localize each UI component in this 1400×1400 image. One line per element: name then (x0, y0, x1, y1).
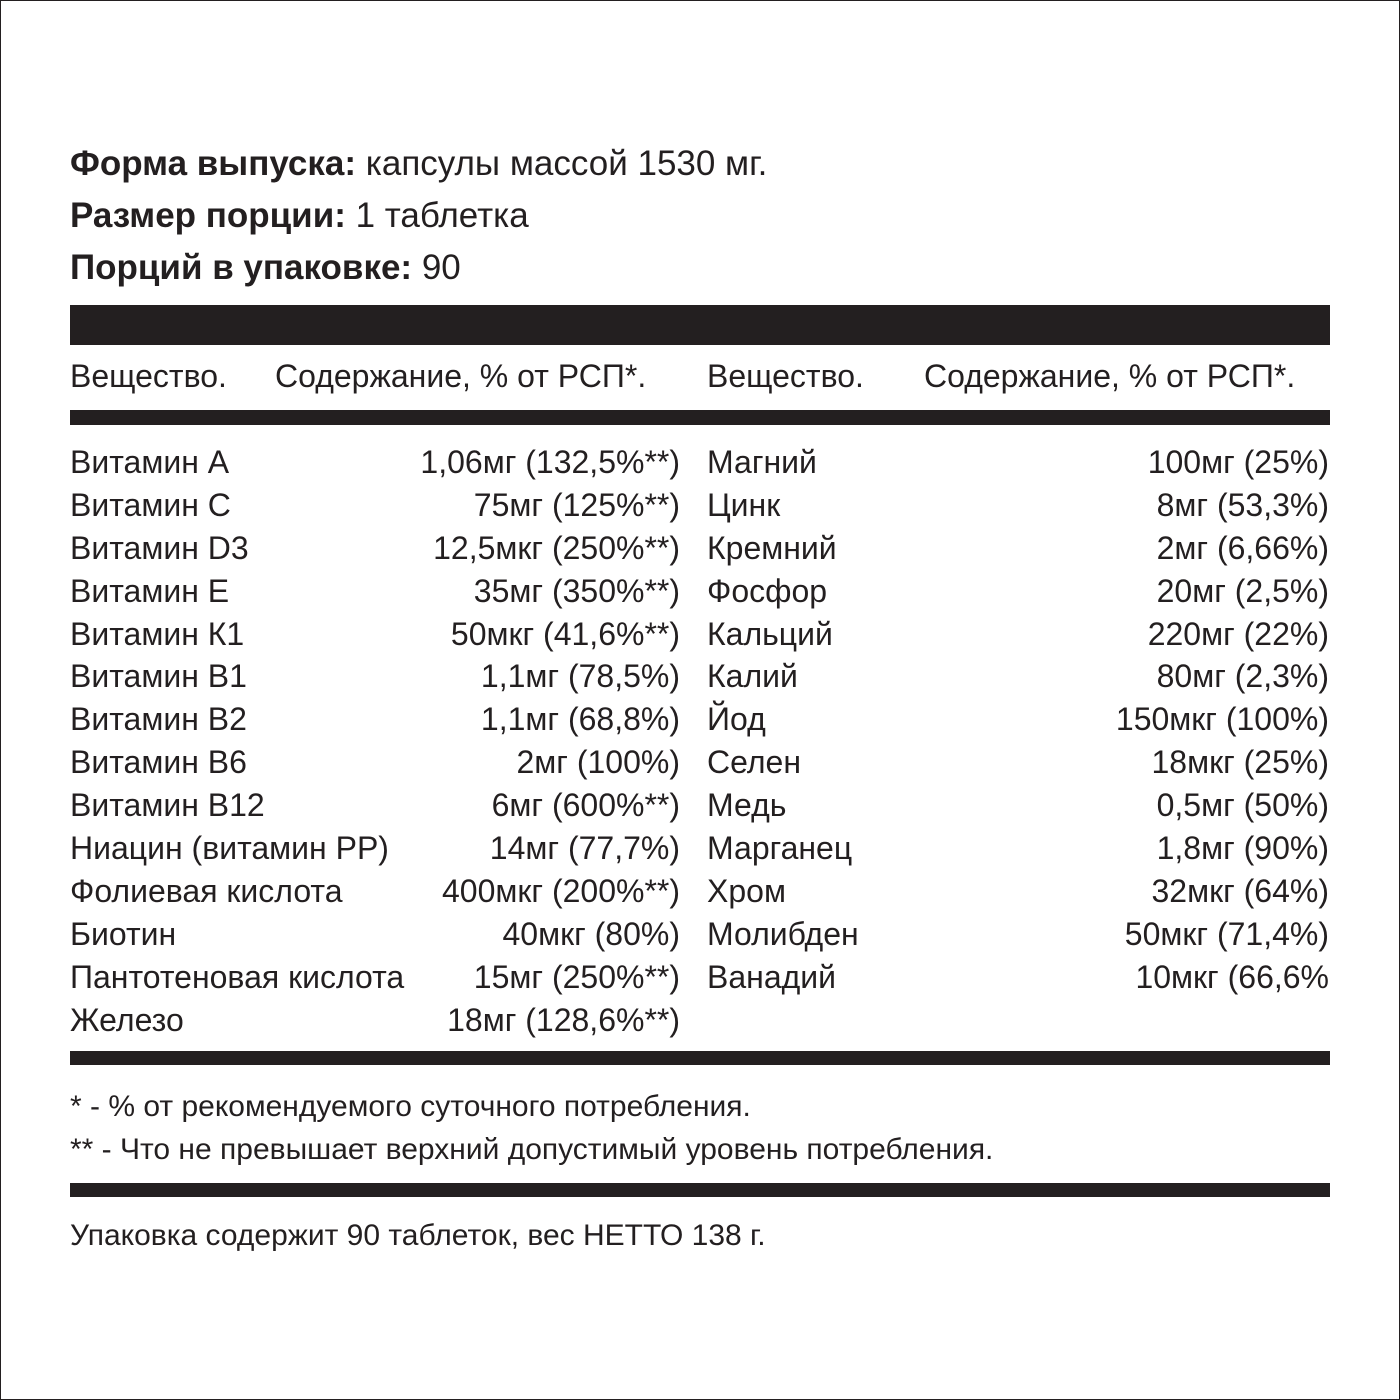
servings-row (70, 242, 767, 294)
nutrient-value: 12,5мкг (250%**) (433, 529, 680, 566)
nutrient-value: 2мг (6,66%) (1156, 529, 1329, 566)
nutrient-row (70, 484, 680, 527)
nutrient-name: Магний (707, 444, 817, 480)
nutrient-row (707, 441, 1329, 484)
nutrient-value: 40мкг (80%) (502, 915, 680, 952)
nutrient-value: 50мкг (41,6%**) (450, 615, 680, 652)
nutrient-value: 6мг (600%**) (491, 787, 680, 824)
nutrient-value: 100мг (25%) (1147, 444, 1329, 480)
servings-label: Порций в упаковке: (70, 248, 413, 287)
nutrient-row (70, 956, 680, 999)
package-note: Упаковка содержит 90 таблеток, вес НЕТТО 138 г. (70, 1219, 766, 1252)
nutrient-value: 8мг (53,3%) (1156, 486, 1329, 523)
nutrient-name: Хром (707, 872, 786, 909)
nutrient-value: 32мкг (64%) (1151, 872, 1329, 909)
form-row (70, 138, 767, 190)
nutrient-name: Витамин К1 (70, 615, 245, 652)
form-value: капсулы массой 1530 мг. (365, 144, 768, 183)
nutrient-row (70, 784, 680, 827)
nutrient-value: 15мг (250%**) (473, 958, 680, 995)
nutrient-value: 220мг (22%) (1147, 615, 1329, 652)
nutrient-name: Кальций (707, 615, 833, 652)
header-right-content: Содержание, % от РСП*. (924, 358, 1296, 394)
product-info (70, 138, 767, 294)
nutrient-row (707, 527, 1329, 570)
nutrient-name: Калий (707, 658, 798, 695)
nutrient-value: 14мг (77,7%) (489, 830, 680, 867)
nutrient-row (70, 570, 680, 613)
nutrient-row (70, 441, 680, 484)
header-left-substance: Вещество. (70, 358, 227, 394)
nutrient-row (70, 827, 680, 870)
nutrient-row (707, 484, 1329, 527)
nutrient-row (70, 913, 680, 956)
nutrient-name: Витамин В12 (70, 787, 265, 824)
nutrient-value: 80мг (2,3%) (1156, 658, 1329, 695)
nutrient-name: Витамин В6 (70, 744, 247, 781)
left-nutrient-column (70, 441, 680, 1041)
nutrient-name: Фосфор (707, 572, 828, 609)
nutrient-row (707, 913, 1329, 956)
nutrient-value: 10мкг (66,6% (1135, 958, 1329, 995)
right-nutrient-column (707, 441, 1329, 999)
nutrient-name: Витамин С (70, 486, 231, 523)
footnote-divider (70, 1183, 1330, 1197)
nutrient-value: 400мкг (200%**) (441, 872, 680, 909)
header-divider (70, 410, 1330, 425)
nutrient-row (707, 655, 1329, 698)
header-right-substance: Вещество. (707, 358, 864, 394)
nutrient-name: Железо (70, 1001, 184, 1038)
nutrient-row (707, 784, 1329, 827)
nutrient-row (707, 827, 1329, 870)
nutrient-name: Молибден (707, 915, 859, 952)
nutrient-row (70, 999, 680, 1042)
nutrient-row (707, 956, 1329, 999)
form-label: Форма выпуска: (70, 144, 357, 183)
portion-label: Размер порции: (70, 196, 346, 235)
nutrient-row (707, 613, 1329, 656)
nutrient-row (70, 741, 680, 784)
nutrient-value: 1,1мг (78,5%) (480, 658, 680, 695)
nutrient-row (707, 570, 1329, 613)
nutrient-row (70, 527, 680, 570)
nutrient-name: Фолиевая кислота (70, 872, 343, 909)
nutrient-value: 1,1мг (68,8%) (480, 701, 680, 738)
nutrient-row (70, 613, 680, 656)
nutrient-value: 20мг (2,5%) (1156, 572, 1329, 609)
nutrient-name: Витамин D3 (70, 529, 249, 566)
nutrient-row (707, 741, 1329, 784)
nutrient-name: Марганец (707, 830, 853, 867)
nutrient-value: 35мг (350%**) (473, 572, 680, 609)
nutrient-row (70, 655, 680, 698)
nutrient-name: Кремний (707, 529, 837, 566)
nutrient-value: 2мг (100%) (516, 744, 680, 781)
nutrient-value: 18мг (128,6%**) (447, 1001, 680, 1038)
nutrient-name: Медь (707, 787, 787, 824)
nutrient-name: Биотин (70, 915, 177, 952)
nutrient-name: Ниацин (витамин РР) (70, 830, 389, 867)
nutrient-row (707, 870, 1329, 913)
portion-row (70, 190, 767, 242)
footnote-upper-limit: ** - Что не превышает верхний допустимый уровень потребления. (70, 1133, 994, 1166)
table-bottom-divider (70, 1051, 1330, 1065)
nutrient-value: 18мкг (25%) (1151, 744, 1329, 781)
nutrient-value: 150мкг (100%) (1115, 701, 1329, 738)
header-left-content: Содержание, % от РСП*. (275, 358, 647, 394)
servings-value: 90 (421, 248, 461, 287)
nutrient-name: Витамин В2 (70, 701, 247, 738)
nutrient-name: Витамин В1 (70, 658, 247, 695)
table-top-bar (70, 305, 1330, 345)
nutrient-row (70, 698, 680, 741)
nutrient-name: Витамин А (70, 444, 230, 480)
nutrient-name: Пантотеновая кислота (70, 958, 405, 995)
nutrient-value: 0,5мг (50%) (1156, 787, 1329, 824)
nutrient-value: 1,06мг (132,5%**) (420, 444, 680, 480)
nutrient-value: 1,8мг (90%) (1156, 830, 1329, 867)
nutrient-name: Витамин Е (70, 572, 230, 609)
footnote-rsp: * - % от рекомендуемого суточного потребления. (70, 1090, 751, 1123)
nutrient-value: 75мг (125%**) (473, 486, 680, 523)
nutrient-name: Йод (707, 701, 766, 738)
nutrient-value: 50мкг (71,4%) (1124, 915, 1329, 952)
nutrient-name: Ванадий (707, 958, 837, 995)
nutrient-row (707, 698, 1329, 741)
portion-value: 1 таблетка (355, 196, 529, 235)
nutrient-name: Селен (707, 744, 801, 781)
nutrient-row (70, 870, 680, 913)
nutrient-name: Цинк (707, 486, 781, 523)
